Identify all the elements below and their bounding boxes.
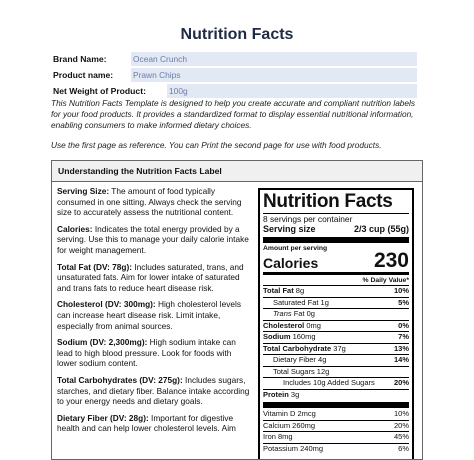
definition-item (57, 413, 253, 434)
nutrient-row (263, 366, 409, 378)
nutrient-name: Saturated Fat 1g (273, 297, 329, 307)
definition-text: Important for digestive health and can help lower cholesterol levels. Aim (57, 412, 236, 434)
serving-size-row (263, 224, 409, 235)
definition-term: Total Fat (DV: 78g): (57, 261, 132, 272)
definition-text: Includes saturated, trans, and unsaturated fats. Aim for lower intake of saturated and trans fats to reduce heart disease risk. (57, 261, 244, 293)
brand-name-label: Brand Name: (53, 54, 107, 64)
nutrition-label (258, 188, 414, 460)
understanding-panel (51, 160, 423, 460)
definition-term: Calories: (57, 223, 93, 234)
nutrient-row (263, 331, 409, 343)
definition-item (57, 224, 253, 256)
calories-label: Calories (263, 255, 319, 271)
vitamin-row (263, 420, 409, 432)
vitamin-percent: 45% (393, 432, 409, 441)
vitamin-percent: 6% (398, 443, 409, 453)
definition-item (57, 262, 253, 294)
nutrient-percent: 20% (393, 378, 409, 387)
serving-size-label: Serving size (263, 224, 316, 234)
thick-divider (263, 402, 409, 408)
nutrient-name: Includes 10g Added Sugars (283, 378, 375, 387)
vitamin-name: Potassium 240mg (263, 443, 324, 453)
definition-item (57, 186, 253, 218)
nutrient-name: Total Sugars 12g (273, 366, 330, 376)
usage-note: Use the first page as reference. You can Print the second page for use with food products. (51, 140, 382, 150)
nutrient-name: Protein 3g (263, 389, 300, 399)
vitamin-row (263, 443, 409, 455)
panel-heading: Understanding the Nutrition Facts Label (52, 161, 422, 182)
vitamin-rows (263, 409, 409, 454)
nutrient-name: Sodium 160mg (263, 332, 316, 341)
brand-name-field[interactable]: Ocean Crunch (131, 52, 417, 66)
nutrient-name: Cholesterol 0mg (263, 320, 321, 330)
nutrient-name: Total Carbohydrate 37g (263, 343, 346, 353)
nutrient-percent: 5% (398, 297, 409, 307)
nutrient-row (263, 285, 409, 297)
nutrient-percent: 13% (393, 343, 409, 353)
definition-item (57, 375, 253, 407)
intro-text: This Nutrition Facts Template is designed to help you create accurate and compliant nutrition labels for your food products. It provides a standardized format to display essential nutritional information, enabling consumers to make informed dietary choices. (51, 98, 416, 131)
nutrient-row (263, 320, 409, 332)
nutrient-row (263, 354, 409, 366)
nutrient-percent: 7% (398, 332, 409, 341)
servings-per-container: 8 servings per container (263, 214, 353, 224)
definition-text: High cholesterol levels can increase heart disease risk. Limit intake, especially from animal sources. (57, 299, 241, 331)
product-name-row (51, 68, 417, 82)
brand-name-row (51, 52, 417, 66)
nutrient-row (263, 389, 409, 401)
medium-divider (263, 272, 409, 275)
vitamin-row (263, 409, 409, 420)
net-weight-field[interactable]: 100g (167, 84, 417, 98)
nutrient-name: Trans Fat 0g (273, 309, 315, 318)
calories-value: 230 (373, 249, 409, 272)
nutrient-percent: 10% (393, 286, 409, 295)
nutrient-percent: 14% (393, 355, 409, 364)
vitamin-percent: 10% (393, 409, 409, 418)
definition-text: High sodium intake can lead to high blood pressure. Look for foods with lower sodium content. (57, 337, 236, 369)
nutrient-name: Total Fat 8g (263, 286, 305, 295)
net-weight-row (51, 84, 417, 98)
vitamin-name: Calcium 260mg (263, 420, 316, 430)
vitamin-row (263, 431, 409, 443)
definitions-list (57, 186, 253, 440)
net-weight-label: Net Weight of Product: (53, 86, 146, 96)
definition-term: Total Carbohydrates (DV: 275g): (57, 374, 183, 385)
thick-divider (263, 237, 409, 243)
vitamin-name: Vitamin D 2mcg (263, 409, 316, 418)
nutrient-row (263, 297, 409, 309)
vitamin-percent: 20% (393, 420, 409, 430)
nutrient-name: Dietary Fiber 4g (273, 355, 327, 364)
nutrient-row (263, 308, 409, 320)
definition-term: Dietary Fiber (DV: 28g): (57, 412, 149, 423)
daily-value-header: % Daily Value* (362, 277, 409, 284)
nutrient-rows (263, 285, 409, 400)
page-title: Nutrition Facts (180, 26, 294, 43)
vitamin-name: Iron 8mg (263, 432, 293, 441)
label-heading: Nutrition Facts (263, 191, 393, 212)
nutrient-row (263, 343, 409, 355)
nutrient-row (263, 377, 409, 389)
definition-text: Indicates the total energy provided by a serving. Use this to manage your daily calorie intake for weight management. (57, 223, 249, 255)
definition-term: Sodium (DV: 2,300mg): (57, 337, 148, 348)
definition-text: Includes sugars, starches, and dietary fiber. Balance intake according to your energy needs and dietary goals. (57, 374, 250, 407)
definition-term: Cholesterol (DV: 300mg): (57, 299, 156, 310)
definition-item (57, 337, 253, 369)
nutrient-percent: 0% (398, 320, 409, 330)
serving-size-value: 2/3 cup (55g) (353, 224, 409, 234)
amount-per-serving: Amount per serving (263, 245, 328, 252)
product-name-label: Product name: (53, 70, 114, 80)
definition-text: The amount of food typically consumed in one sitting. Always check the serving size to accurately assess the nutritional content. (57, 186, 242, 218)
definition-term: Serving Size: (57, 186, 110, 196)
calories-row (263, 249, 409, 272)
definition-item (57, 299, 253, 331)
product-name-field[interactable]: Prawn Chips (131, 68, 417, 82)
